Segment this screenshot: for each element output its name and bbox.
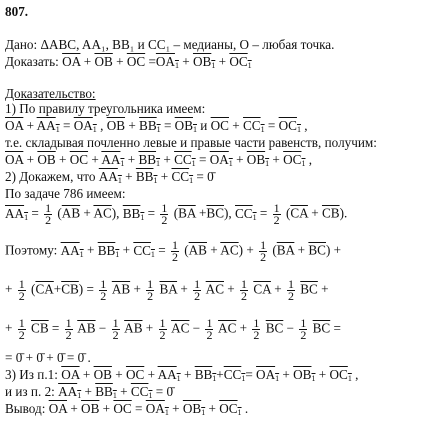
task-ref: По задаче 786 имеем:: [5, 186, 126, 201]
step3-label-b: и из п. 2:: [5, 384, 55, 399]
step2-header: 2) Докажем, что: [5, 169, 96, 184]
conclusion-line: Вывод: $\overline{OA} + \overline{OB} + \overline{OC} = OA_1 + OB_1 + OC_1$ .: [5, 401, 249, 417]
therefore-label: Поэтому:: [5, 242, 58, 258]
problem-number: 807.: [5, 4, 29, 19]
step3-label-a: 3) Из п.1:: [5, 367, 58, 382]
median-formulas: $AA_1$ = $\frac{1}{2}$ $(\overline{AB} + \overline{AC})$, $BB_1$ = $\frac{1}{2}$ $(\overline{BA} +\overline{BC})$, $CC_1$ = $\frac{1}{2}$ $(\overline{CA} + \overline{CB})$.: [5, 201, 348, 227]
step2-line: 2) Докажем, что $AA_1 + BB_1 + CC_1$ = 0̄: [5, 169, 214, 185]
step1-header: 1) По правилу треугольника имеем:: [5, 101, 206, 116]
prove-label: Доказать:: [5, 54, 59, 69]
expansion-line-2: + $\frac{1}{2}$ $\overline{CB}$ = $\frac{1}{2}$ $\overline{AB}$ − $\frac{1}{2}$ $\overline{AB}$ + $\frac{1}{2}$ $\overline{AC}$ − $\frac{1}{2}$ $\overline{AC}$ + $\frac{1}{2}$ $\overline{BC}$ − $\frac{1}{2}$ $\overline{BC}$ =: [5, 316, 341, 342]
zero-sum: = 0̄ + 0̄ + 0̄ = 0̄ .: [5, 350, 91, 365]
given-label: Дано:: [5, 37, 38, 52]
therefore-line: Поэтому: $AA_1 + BB_1 + CC_1$ = $\frac{1}{2}$ $(\overline{AB} + \overline{AC})$ + $\frac{1}{2}$ $(\overline{BA} + \overline{BC})$ +: [5, 238, 342, 264]
conclusion-label: Вывод:: [5, 401, 46, 416]
zero-vector: 0̄: [207, 169, 214, 184]
proof-title: Доказательство:: [5, 86, 96, 101]
given-line: [5, 37, 334, 53]
prove-equation: $\overline{OA} + \overline{OB} + \overline{OC} =OA_1 + OB_1 + OC_1$: [62, 54, 252, 70]
prove-line: [5, 54, 252, 70]
step3-line-1: 3) Из п.1: $\overline{OA} + \overline{OB} + \overline{OC} + AA_1 + BB_1+CC_1= OA_1 + OB_1 + OC_1$ ,: [5, 367, 359, 383]
step3-line-2: и из п. 2: $AA_1 + BB_1 + CC_1$ = 0̄: [5, 384, 174, 400]
step1-sum: $\overline{OA} + \overline{OB} + \overline{OC} + AA_1 + BB_1 + CC_1 = OA_1 + OB_1 + OC_1$ ,: [5, 152, 313, 168]
step1-equations: $\overline{OA} + AA_1 = OA_1$ , $\overline{OB} + BB_1 = OB_1$ и $\overline{OC} + CC_1 = OC_1$ ,: [5, 118, 308, 134]
given-text: ΔABC, AA₁, BB₁ и CC₁ – медианы, O – любая точка.: [40, 37, 335, 52]
expansion-line-1: + $\frac{1}{2}$ $(\overline{CA}+\overline{CB})$ = $\frac{1}{2}$ $\overline{AB}$ + $\frac{1}{2}$ $\overline{BA}$ + $\frac{1}{2}$ $\overline{AC}$ + $\frac{1}{2}$ $\overline{CA}$ + $\frac{1}{2}$ $\overline{BC}$ +: [5, 277, 329, 303]
step1-note: т.е. складывая почленно левые и правые части равенств, получим:: [5, 135, 377, 150]
